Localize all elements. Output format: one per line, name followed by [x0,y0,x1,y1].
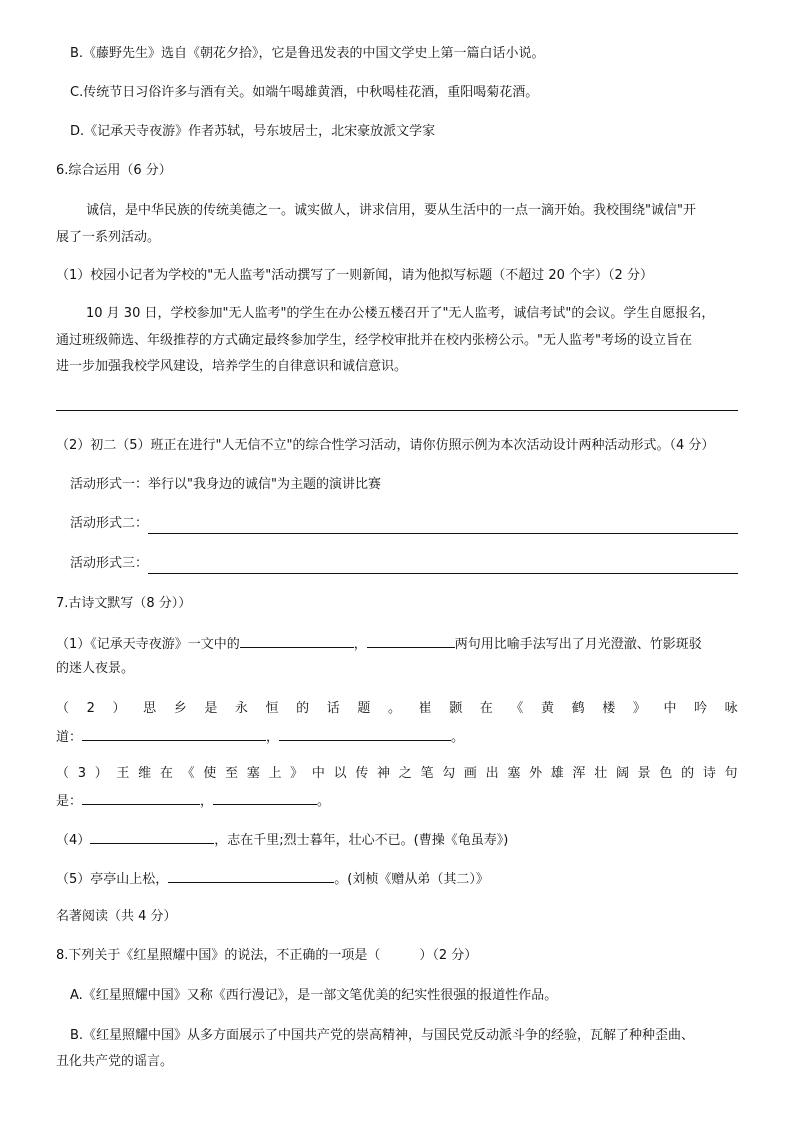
q8-prompt: 8.下列关于《红星照耀中国》的说法，不正确的一项是（ ）（2 分） [56,948,478,963]
q7-p3-char: 王 [116,766,130,781]
q7-p2-char: 在 [479,701,493,716]
q7-p3-char: 使 [203,766,217,781]
news-line-3: 进一步加强我校学风建设，培养学生的自律意识和诚信意识。 [56,359,408,374]
q7-p1-pre: （1）《记承天寺夜游》一文中的 [56,637,240,652]
activity-form-2-answer-line[interactable] [148,517,738,534]
q8-option-b-line2: 丑化共产党的谣言。 [56,1054,174,1069]
q7-p2-char: ） [112,701,126,716]
q7-p5-blank[interactable] [168,868,334,883]
q8-option-b-line1: B.《红星照耀中国》从多方面展示了中国共产党的崇高精神，与国民党反动派斗争的经验，瓦解了种种歪曲、 [70,1028,695,1043]
q7-p5-pre: （5）亭亭山上松， [56,872,169,887]
q7-p1-blank-1[interactable] [240,633,354,648]
q6-part1-prompt: （1）校园小记者为学校的"无人监考"活动撰写了一则新闻，请为他拟写标题（不超过 20 个字）（2 分） [56,268,653,283]
activity-form-3-answer-line[interactable] [148,557,738,574]
activity-form-2-label: 活动形式二： [70,516,149,531]
q7-p3-char: 《 [181,766,195,781]
q7-p2-char: 崔 [418,701,432,716]
q7-p2-line2 [56,726,738,748]
q7-p3-char: 塞 [246,766,260,781]
q7-p2-end: 。 [451,730,465,745]
q7-p3-char: 神 [377,766,391,781]
q7-p1-post: 两句用比喻手法写出了月光澄澈、竹影斑驳 [454,637,702,652]
q7-p2-char: 《 [510,701,524,716]
q7-heading: 7.古诗文默写（8 分）） [56,596,192,611]
q7-p2-char: 题 [357,701,371,716]
q7-p2-line1 [56,699,738,719]
activity-form-1: 活动形式一：举行以"我身边的诚信"为主题的演讲比赛 [70,477,381,492]
q6-intro-line2: 展了一系列活动。 [56,230,161,245]
q7-p5-post: 。(刘桢《赠从弟（其二）》 [334,872,489,887]
reading-heading: 名著阅读（共 4 分） [56,909,177,924]
q8-option-a: A.《红星照耀中国》又称《西行漫记》，是一部文笔优美的纪实性很强的报道性作品。 [70,988,558,1003]
q7-p3-char: 上 [268,766,282,781]
q7-p3-char: （ [56,766,70,781]
activity-form-2-row [70,514,738,534]
q7-p2-char: 中 [663,701,677,716]
q5-option-c: C.传统节日习俗许多与酒有关。如端午喝雄黄酒，中秋喝桂花酒，重阳喝菊花酒。 [70,85,539,100]
q7-p1-mid: ， [353,637,367,652]
q7-p3-blank-1[interactable] [82,790,200,805]
q7-p2-char: 黄 [541,701,555,716]
q7-p3-char: 雄 [550,766,564,781]
news-line-1: 10 月 30 日，学校参加"无人监考"的学生在办公楼五楼召开了"无人监考，诚信考试"的会议。学生自愿报名， [86,306,715,321]
q7-p2-char: 。 [387,701,401,716]
q7-p1-row [56,633,738,655]
q7-p2-char: 吟 [694,701,708,716]
q7-p3-char: 维 [138,766,152,781]
news-line-2: 通过班级筛选、年级推荐的方式确定最终参加学生，经学校审批并在校内张榜公示。"无人监考"考场的设立旨在 [56,333,692,348]
activity-form-3-label: 活动形式三： [70,556,149,571]
q7-p3-label: 是： [56,794,83,809]
q7-p3-char: 外 [529,766,543,781]
q7-p3-blank-2[interactable] [213,790,317,805]
q7-p3-char: 之 [398,766,412,781]
q7-p3-sep: ， [200,794,214,809]
q7-p4-pre: （4） [56,833,91,848]
q7-p3-line2 [56,790,738,812]
q7-p2-label: 道： [56,730,83,745]
q7-p1-line2: 的迷人夜景。 [56,661,135,676]
q7-p1-blank-2[interactable] [367,633,455,648]
q7-p5-row [56,868,738,890]
q7-p2-char: 恒 [265,701,279,716]
q7-p3-char: 阔 [615,766,629,781]
q7-p3-char: 3 [77,766,86,781]
q5-option-d: D.《记承天寺夜游》作者苏轼，号东坡居士，北宋豪放派文学家 [70,124,436,139]
q7-p2-char: 永 [234,701,248,716]
q7-p3-char: 笔 [420,766,434,781]
q7-p3-char: 景 [637,766,651,781]
q7-p2-char: 2 [86,701,95,716]
q7-p3-char: 在 [159,766,173,781]
q7-p2-char: 楼 [602,701,616,716]
q7-p4-row [56,829,738,851]
q7-p3-char: 的 [681,766,695,781]
q7-p2-sep: ， [266,730,280,745]
q7-p4-blank[interactable] [90,829,214,844]
activity-form-3-row [70,554,738,574]
q7-p3-char: 句 [724,766,738,781]
q6-intro-line1: 诚信，是中华民族的传统美德之一。诚实做人，讲求信用，要从生活中的一点一滴开始。我校围绕"诚信"开 [86,203,696,218]
q7-p3-end: 。 [317,794,331,809]
q7-p3-char: 诗 [702,766,716,781]
q7-p2-char: 话 [326,701,340,716]
q7-p3-char: 以 [333,766,347,781]
q7-p2-char: 是 [204,701,218,716]
q7-p3-char: 出 [485,766,499,781]
q7-p3-char: 中 [311,766,325,781]
q7-p3-char: 塞 [507,766,521,781]
q5-option-b: B.《藤野先生》选自《朝花夕拾》，它是鲁迅发表的中国文学史上第一篇白话小说。 [70,46,545,61]
q7-p3-char: 传 [355,766,369,781]
q7-p2-char: 颢 [449,701,463,716]
q7-p2-char: 咏 [724,701,738,716]
q7-p3-char: 》 [290,766,304,781]
q7-p3-char: ） [94,766,108,781]
q6-heading: 6.综合运用（6 分） [56,163,172,178]
q7-p2-char: 鹤 [571,701,585,716]
q7-p2-char: 的 [296,701,310,716]
headline-answer-line[interactable] [56,410,738,411]
q7-p2-char: （ [56,701,70,716]
q7-p3-char: 画 [463,766,477,781]
q7-p3-char: 至 [225,766,239,781]
q7-p3-char: 勾 [442,766,456,781]
q7-p3-char: 浑 [572,766,586,781]
q7-p2-char: 》 [632,701,646,716]
q7-p2-char: 乡 [173,701,187,716]
q7-p3-char: 壮 [594,766,608,781]
q7-p3-line1 [56,764,738,784]
q7-p3-char: 色 [659,766,673,781]
q7-p2-blank-2[interactable] [279,726,451,741]
q7-p2-char: 思 [143,701,157,716]
q7-p2-blank-1[interactable] [82,726,266,741]
q7-p4-post: ，志在千里;烈士暮年，壮心不已。(曹操《龟虽寿》) [214,833,509,848]
q6-part2-prompt: （2）初二（5）班正在进行"人无信不立"的综合性学习活动，请你仿照示例为本次活动设计两种活动形式。（4 分） [56,438,715,453]
